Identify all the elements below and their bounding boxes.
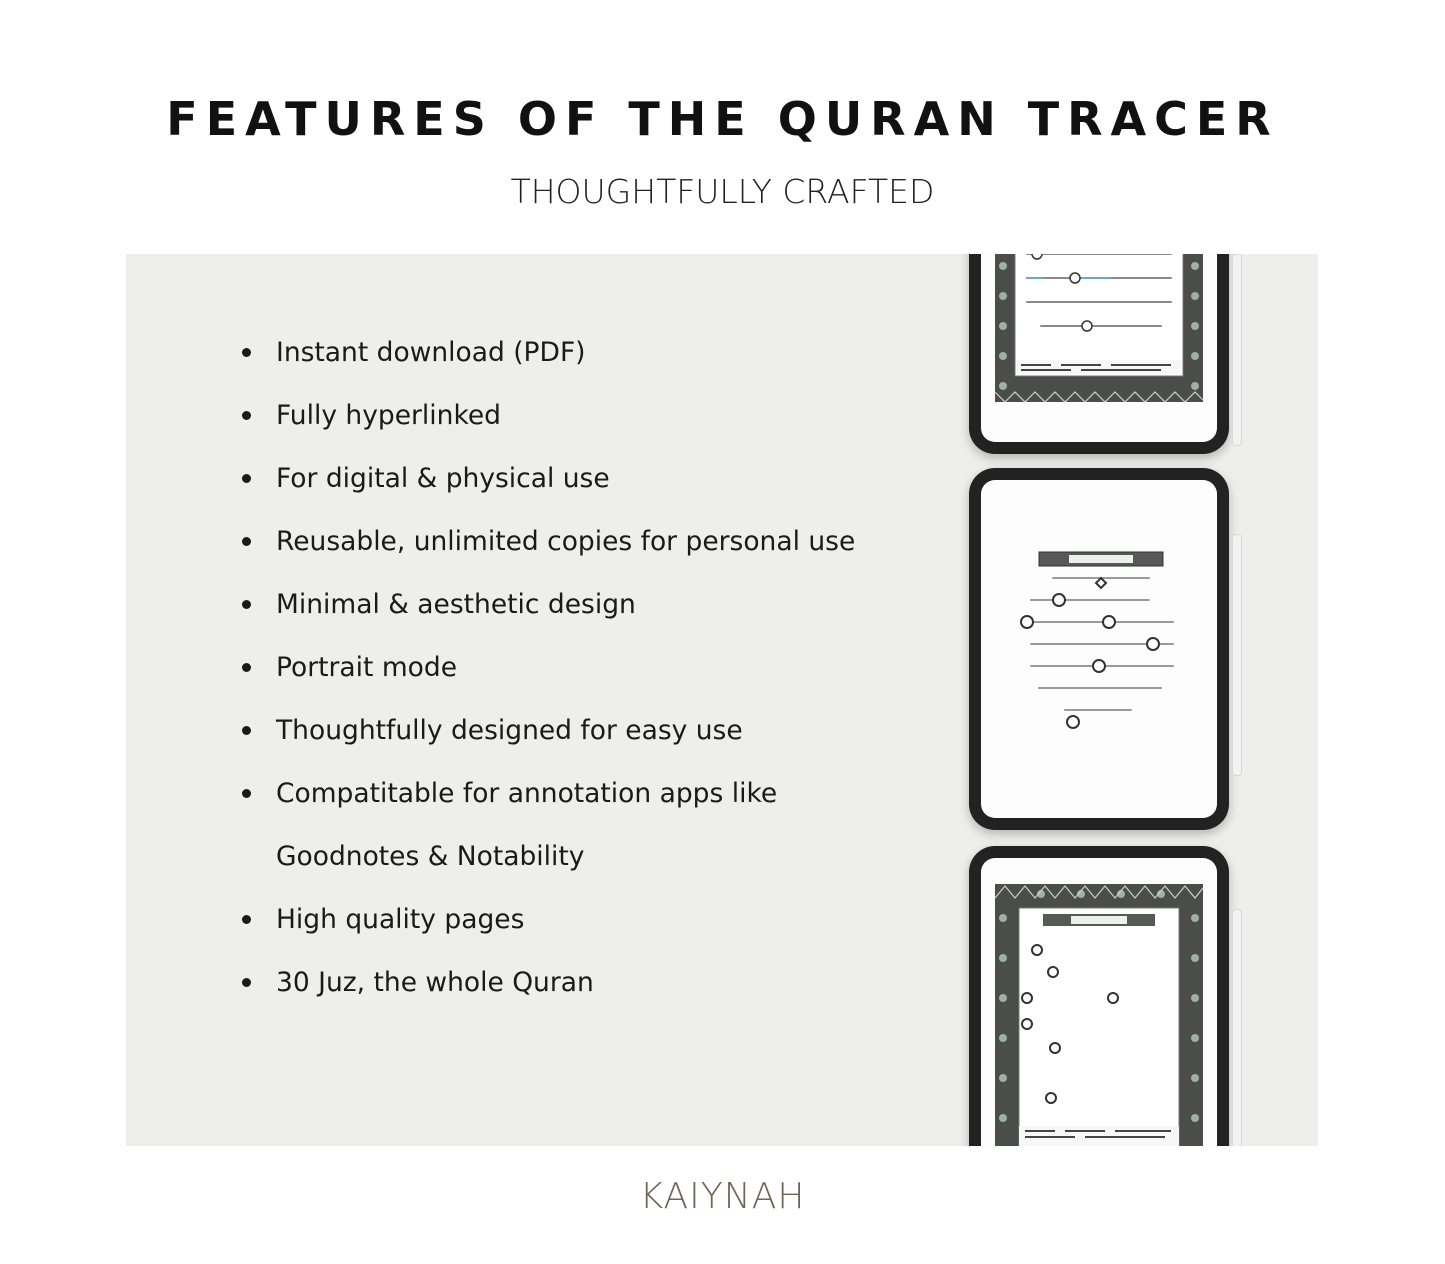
brand-name: KAIYNAH xyxy=(639,1176,806,1217)
bullet-icon xyxy=(242,915,251,924)
tracing-quran-page-image xyxy=(981,858,1217,1146)
stylus-pencil xyxy=(1232,534,1242,776)
bullet-icon xyxy=(242,978,251,987)
stylus-pencil xyxy=(1232,254,1242,446)
feature-label: High quality pages xyxy=(276,904,525,935)
tablet-screen xyxy=(981,480,1217,818)
feature-item xyxy=(238,773,855,836)
bullet-icon xyxy=(242,789,251,798)
page-title: FEATURES OF THE QURAN TRACER xyxy=(166,92,1279,146)
feature-label: Reusable, unlimited copies for personal use xyxy=(276,526,856,557)
tablet-preview-plain-page xyxy=(969,468,1229,830)
feature-item xyxy=(238,521,855,584)
feature-label: For digital & physical use xyxy=(276,463,610,494)
feature-item xyxy=(238,710,855,773)
ornate-quran-page-image xyxy=(981,254,1217,442)
bullet-icon xyxy=(242,600,251,609)
feature-item-continuation xyxy=(238,836,855,899)
feature-list xyxy=(238,332,855,1025)
stylus-pencil xyxy=(1232,909,1242,1146)
bullet-icon xyxy=(242,411,251,420)
page-subtitle: THOUGHTFULLY CRAFTED xyxy=(510,172,935,211)
bullet-icon xyxy=(242,348,251,357)
feature-label: Portrait mode xyxy=(276,652,457,683)
feature-item xyxy=(238,458,855,521)
feature-panel xyxy=(126,254,1318,1146)
feature-label: Minimal & aesthetic design xyxy=(276,589,636,620)
tablet-screen xyxy=(981,858,1217,1146)
tablet-screen xyxy=(981,254,1217,442)
feature-label: Goodnotes & Notability xyxy=(276,841,585,872)
feature-item xyxy=(238,962,855,1025)
bullet-icon xyxy=(242,474,251,483)
plain-quran-page-image xyxy=(981,480,1217,818)
feature-item xyxy=(238,899,855,962)
bullet-icon xyxy=(242,663,251,672)
feature-label: Thoughtfully designed for easy use xyxy=(276,715,743,746)
feature-label: Instant download (PDF) xyxy=(276,337,586,368)
feature-item xyxy=(238,332,855,395)
tablet-preview-tracing-page xyxy=(969,846,1229,1146)
feature-item xyxy=(238,584,855,647)
bullet-icon xyxy=(242,726,251,735)
feature-label: Compatitable for annotation apps like xyxy=(276,778,778,809)
feature-item xyxy=(238,395,855,458)
bullet-icon xyxy=(242,537,251,546)
feature-item xyxy=(238,647,855,710)
tablet-preview-ornate-page xyxy=(969,254,1229,454)
feature-label: 30 Juz, the whole Quran xyxy=(276,967,594,998)
feature-label: Fully hyperlinked xyxy=(276,400,501,431)
